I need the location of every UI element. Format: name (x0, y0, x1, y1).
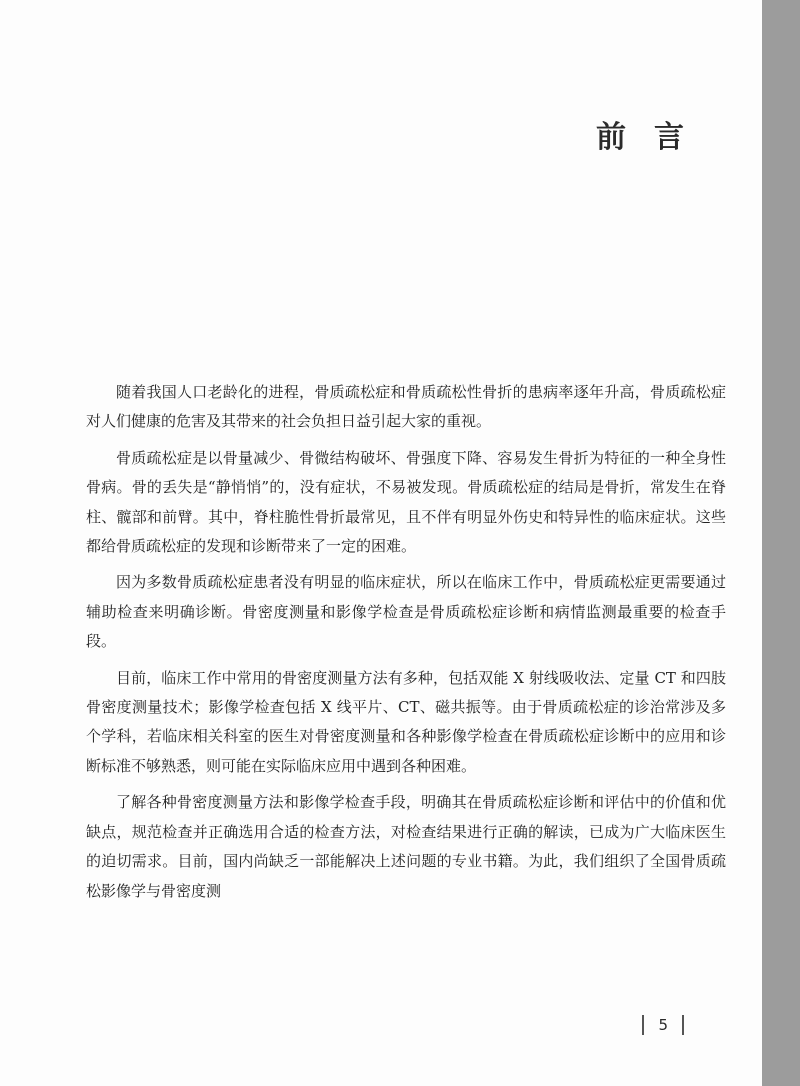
paragraph-1: 随着我国人口老龄化的进程，骨质疏松症和骨质疏松性骨折的患病率逐年升高，骨质疏松症对人们健康的危害及其带来的社会负担日益引起大家的重视。 (86, 383, 726, 431)
page-footer (642, 1014, 684, 1036)
page-title: 前言 (596, 120, 712, 155)
paragraph-5: 了解各种骨密度测量方法和影像学检查手段，明确其在骨质疏松症诊断和评估中的价值和优缺点，规范检查并正确选用合适的检查方法，对检查结果进行正确的解读，已成为广大临床医生的迫切需求。目前，国内尚缺乏一部能解决上述问题的专业书籍。为此，我们组织了全国骨质疏松影像学与骨密度测 (86, 793, 726, 900)
paragraph-3: 因为多数骨质疏松症患者没有明显的临床症状，所以在临床工作中，骨质疏松症更需要通过辅助检查来明确诊断。骨密度测量和影像学检查是骨质疏松症诊断和病情监测最重要的检查手段。 (86, 573, 726, 651)
page-edge-strip (762, 0, 800, 1086)
preface-body (86, 378, 726, 913)
footer-left-bar (642, 1015, 644, 1035)
paragraph-4: 目前，临床工作中常用的骨密度测量方法有多种，包括双能 X 射线吸收法、定量 CT 和四肢骨密度测量技术；影像学检查包括 X 线平片、CT、磁共振等。由于骨质疏松症的诊治常涉及多个学科，若临床相关科室的医生对骨密度测量和各种影像学检查在骨质疏松症诊断中的应用和诊断标准不够熟悉，则可能在实际临床应用中遇到各种困难。 (86, 668, 726, 775)
page-number: 5 (658, 1016, 668, 1034)
paragraph-2: 骨质疏松症是以骨量减少、骨微结构破坏、骨强度下降、容易发生骨折为特征的一种全身性骨病。骨的丢失是“静悄悄”的，没有症状，不易被发现。骨质疏松症的结局是骨折，常发生在脊柱、髋部和前臂。其中，脊柱脆性骨折最常见，且不伴有明显外伤史和特异性的临床症状。这些都给骨质疏松症的发现和诊断带来了一定的困难。 (86, 448, 726, 556)
footer-right-bar (682, 1015, 684, 1035)
